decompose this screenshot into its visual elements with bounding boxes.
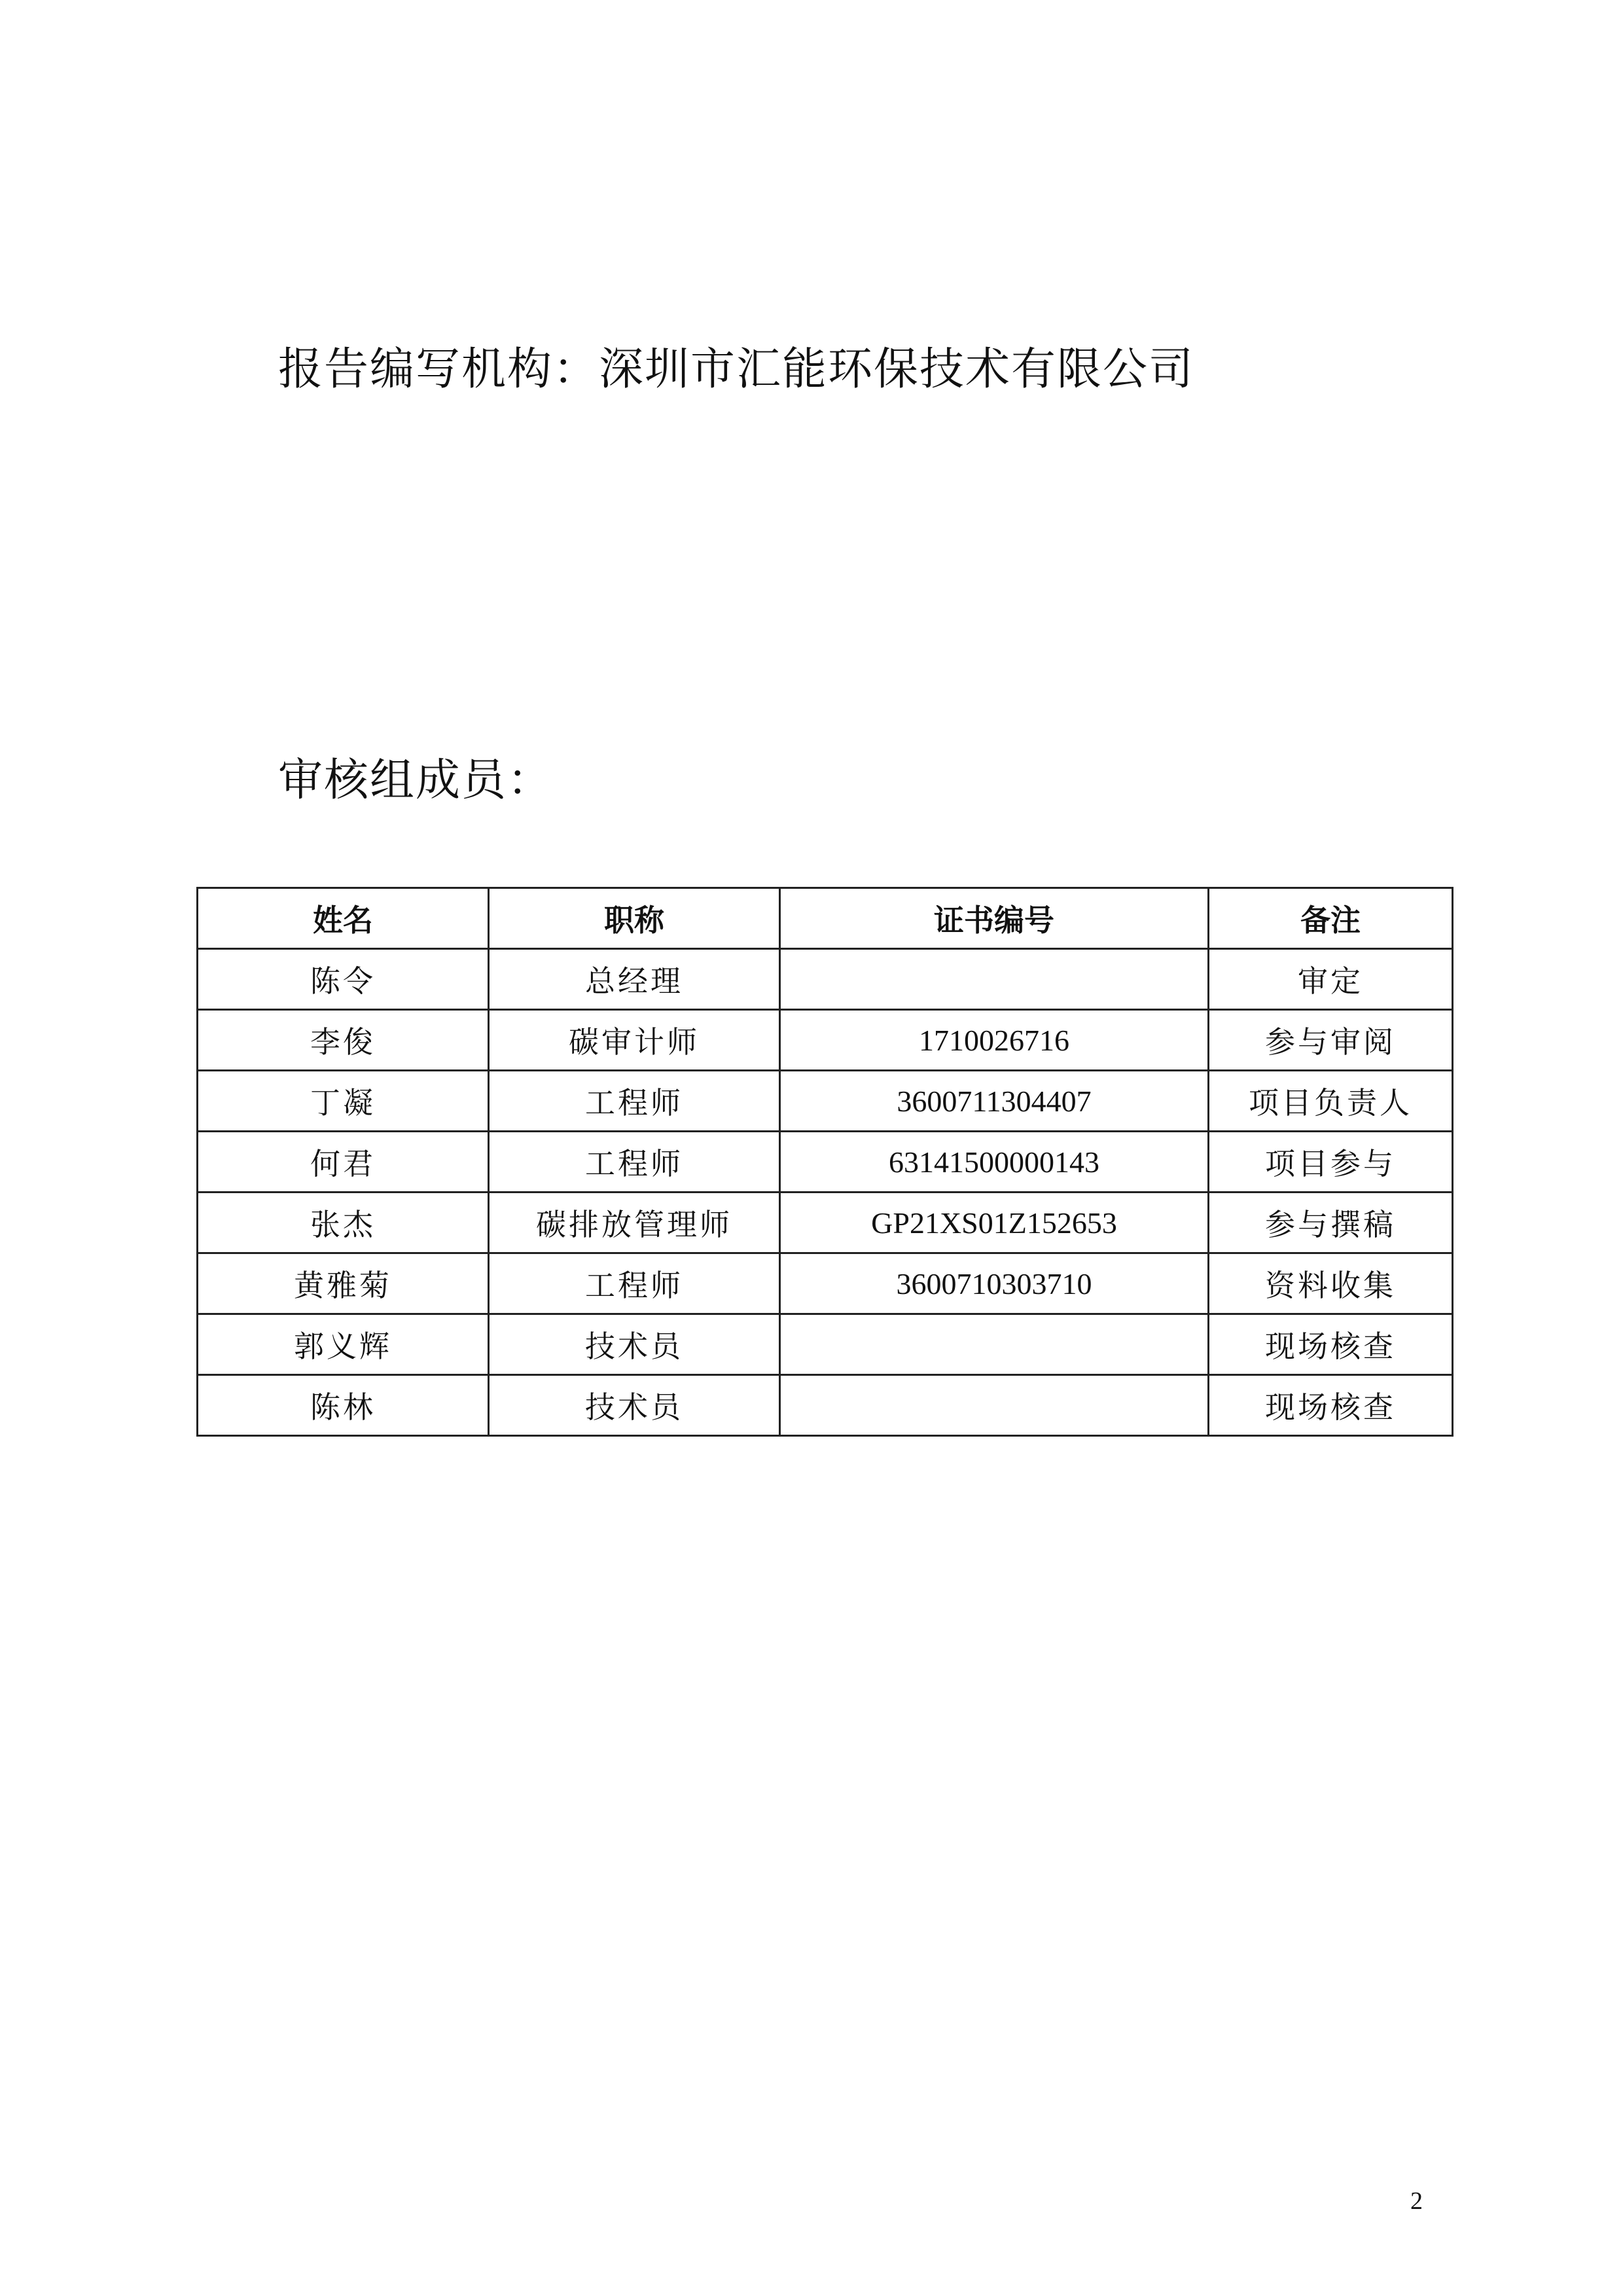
member-title: 技术员: [489, 1314, 780, 1375]
member-title: 总经理: [489, 949, 780, 1010]
table-row: [198, 1375, 1453, 1436]
member-title: 碳审计师: [489, 1010, 780, 1071]
member-remark: 现场核查: [1209, 1375, 1453, 1436]
audit-team-table: [196, 887, 1454, 1437]
table-row: [198, 1253, 1453, 1314]
member-certificate: 63141500000143: [780, 1132, 1209, 1193]
member-remark: 审定: [1209, 949, 1453, 1010]
audit-team-heading: 审核组成员：: [278, 755, 554, 806]
report-organization-line: 报告编写机构：深圳市汇能环保技术有限公司: [278, 344, 1195, 395]
column-header-certificate: 证书编号: [780, 888, 1209, 949]
member-remark: 资料收集: [1209, 1253, 1453, 1314]
member-certificate: [780, 1375, 1209, 1436]
table-row: [198, 1071, 1453, 1132]
member-title: 工程师: [489, 1132, 780, 1193]
member-name: 黄雅菊: [198, 1253, 489, 1314]
member-certificate: [780, 949, 1209, 1010]
member-title: 工程师: [489, 1253, 780, 1314]
member-title: 碳排放管理师: [489, 1193, 780, 1253]
column-header-title: 职称: [489, 888, 780, 949]
member-name: 张杰: [198, 1193, 489, 1253]
table-row: [198, 949, 1453, 1010]
member-certificate: 3600711304407: [780, 1071, 1209, 1132]
member-title: 技术员: [489, 1375, 780, 1436]
member-name: 陈林: [198, 1375, 489, 1436]
table-row: [198, 1132, 1453, 1193]
member-remark: 项目负责人: [1209, 1071, 1453, 1132]
table-header-row: [198, 888, 1453, 949]
column-header-remark: 备注: [1209, 888, 1453, 949]
member-name: 何君: [198, 1132, 489, 1193]
member-certificate: 1710026716: [780, 1010, 1209, 1071]
table-row: [198, 1314, 1453, 1375]
member-name: 郭义辉: [198, 1314, 489, 1375]
member-certificate: [780, 1314, 1209, 1375]
member-name: 丁凝: [198, 1071, 489, 1132]
member-name: 李俊: [198, 1010, 489, 1071]
member-certificate: 3600710303710: [780, 1253, 1209, 1314]
member-remark: 参与撰稿: [1209, 1193, 1453, 1253]
member-remark: 参与审阅: [1209, 1010, 1453, 1071]
table-row: [198, 1193, 1453, 1253]
member-certificate: GP21XS01Z152653: [780, 1193, 1209, 1253]
table-row: [198, 1010, 1453, 1071]
page-number: 2: [1410, 2187, 1423, 2215]
member-remark: 现场核查: [1209, 1314, 1453, 1375]
member-remark: 项目参与: [1209, 1132, 1453, 1193]
column-header-name: 姓名: [198, 888, 489, 949]
member-name: 陈令: [198, 949, 489, 1010]
member-title: 工程师: [489, 1071, 780, 1132]
